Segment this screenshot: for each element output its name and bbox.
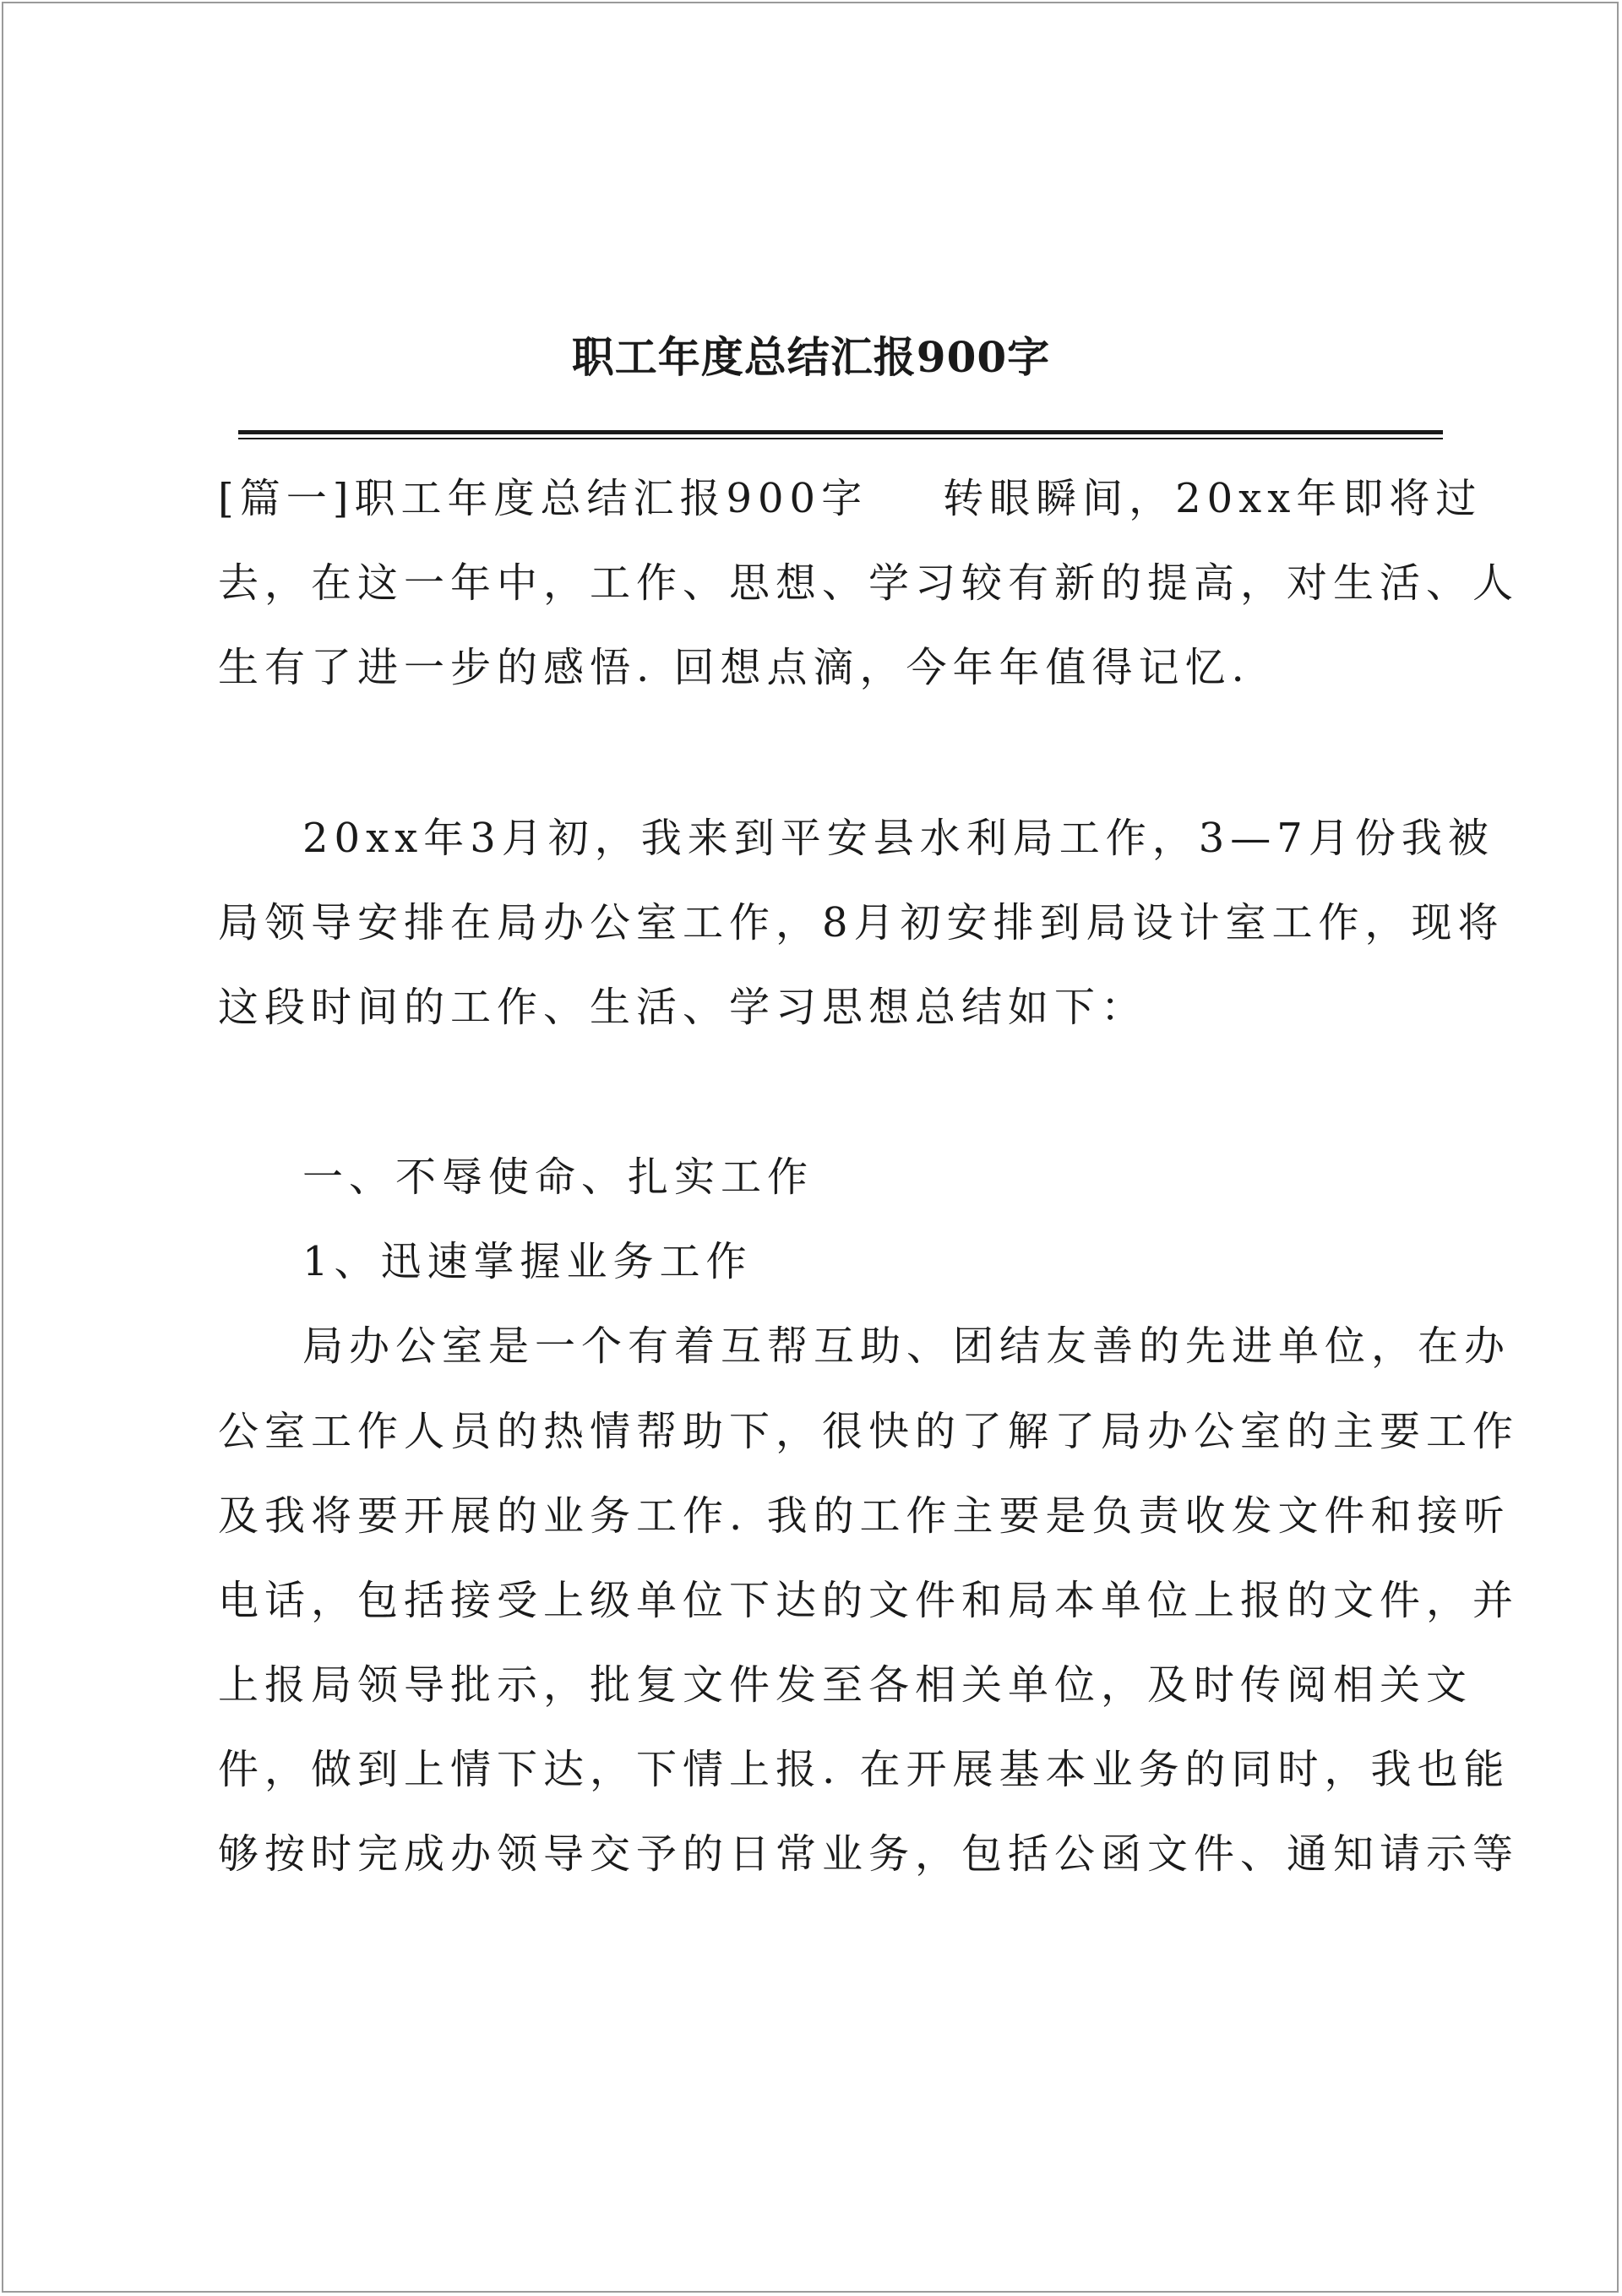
title-divider-thin [238,438,1443,439]
body-line: 电话，包括接受上级单位下达的文件和局本单位上报的文件，并 [218,1577,1520,1624]
body-line: 够按时完成办领导交予的日常业务，包括公函文件、通知请示等 [218,1830,1520,1878]
body-line: 局领导安排在局办公室工作，8月初安排到局设计室工作，现将 [218,899,1505,946]
document-title: 职工年度总结汇报900字 [571,332,1051,382]
body-line: 20xx年3月初，我来到平安县水利局工作，3—7月份我被 [302,815,1494,862]
section-heading: 一、不辱使命、扎实工作 [302,1153,814,1201]
body-line: 及我将要开展的业务工作. 我的工作主要是负责收发文件和接听 [218,1492,1510,1540]
body-line: 件，做到上情下达，下情上报. 在开展基本业务的同时，我也能 [218,1746,1510,1793]
title-divider-thick [238,430,1443,434]
body-line: 生有了进一步的感悟. 回想点滴，今年年值得记忆. [218,644,1250,691]
body-line: 上报局领导批示，批复文件发至各相关单位，及时传阅相关文 [218,1661,1473,1709]
body-line: 局办公室是一个有着互帮互助、团结友善的先进单位，在办 [302,1323,1511,1370]
body-line: 这段时间的工作、生活、学习思想总结如下： [218,984,1148,1031]
body-line: [篇一]职工年度总结汇报900字 转眼瞬间，20xx年即将过 [218,475,1483,522]
body-line: 公室工作人员的热情帮助下，很快的了解了局办公室的主要工作 [218,1408,1520,1455]
body-line: 去，在这一年中，工作、思想、学习较有新的提高，对生活、人 [218,559,1520,607]
subsection-heading: 1、迅速掌握业务工作 [302,1238,753,1285]
